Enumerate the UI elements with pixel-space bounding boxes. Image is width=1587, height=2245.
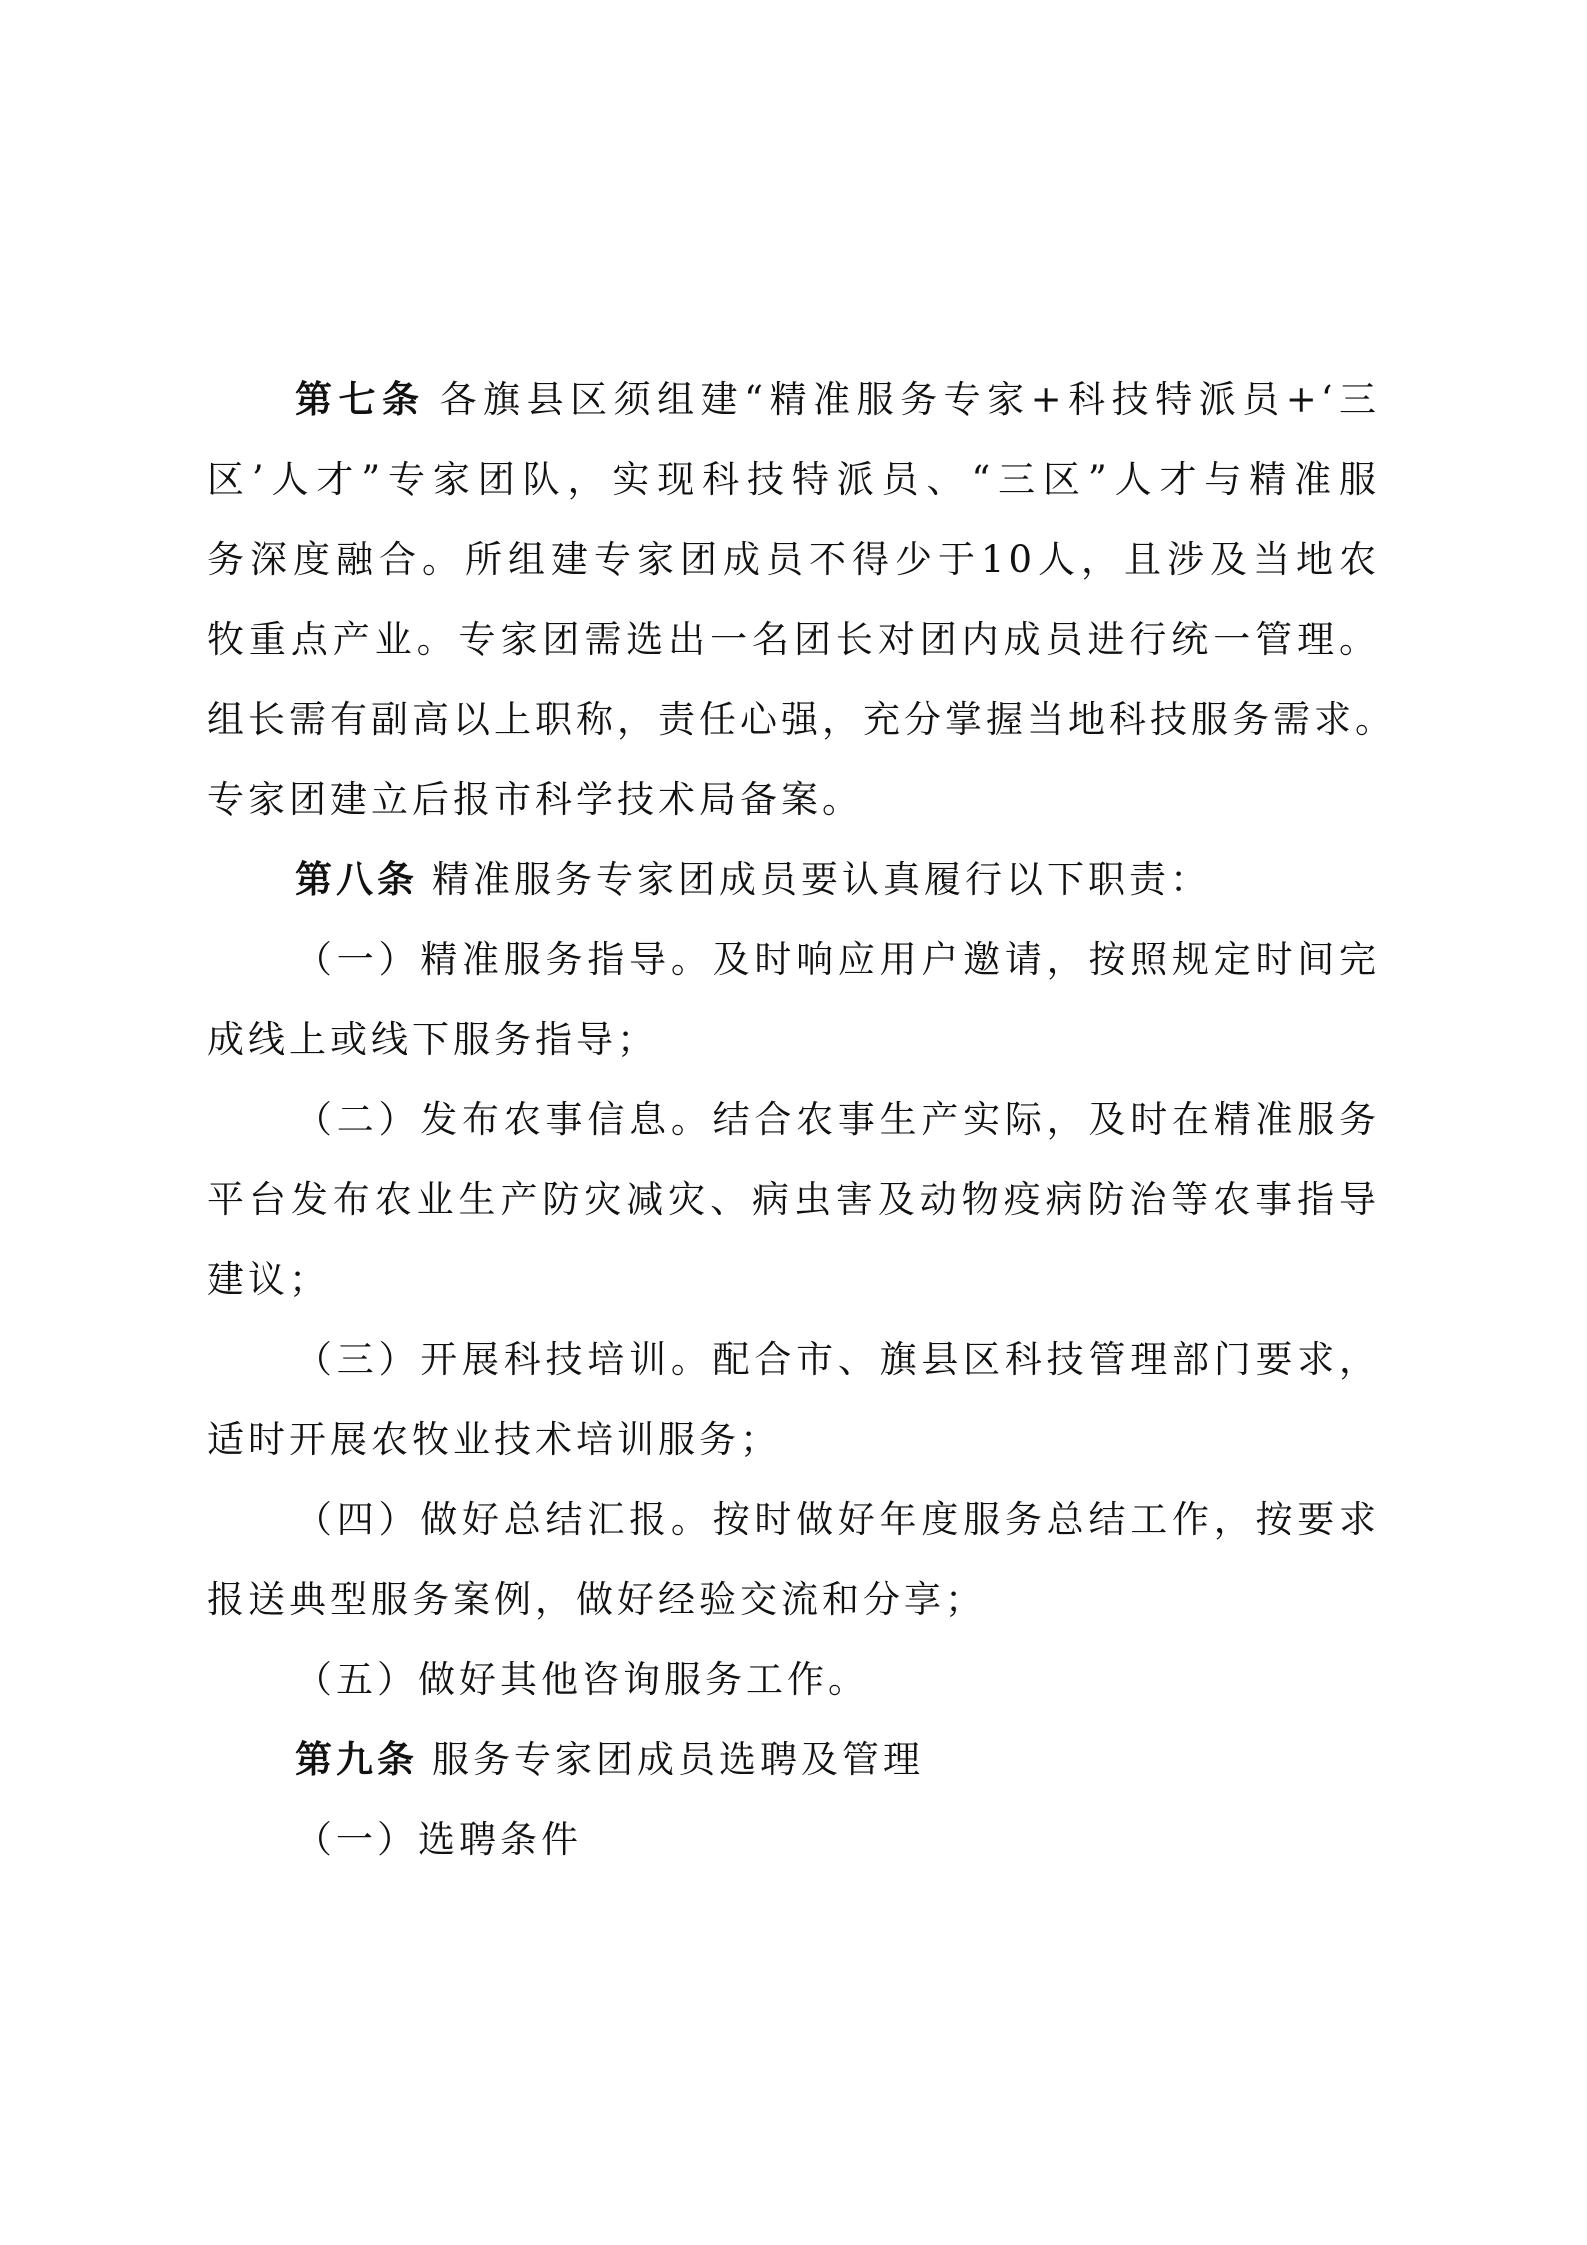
article-7-line-1: [207, 360, 1380, 440]
article-8-item-5-line-1: （五）做好其他咨询服务工作。: [295, 1658, 869, 1701]
article-9-text: 服务专家团成员选聘及管理: [432, 1738, 924, 1781]
article-7-line-5: 组长需有副高以上职称，责任心强，充分掌握当地科技服务需求。: [207, 698, 1396, 741]
article-8-item-1-line-1: （一）精准服务指导。及时响应用户邀请，按照规定时间完: [295, 938, 1380, 981]
article-9-heading: [207, 1720, 1380, 1800]
article-7-label: 第七条: [295, 378, 426, 421]
article-7-text: 各旗县区须组建“精准服务专家+科技特派员+‘三: [439, 378, 1380, 421]
article-7-line-3: 务深度融合。所组建专家团成员不得少于10人，且涉及当地农: [207, 538, 1380, 581]
article-8-label: 第八条: [295, 858, 418, 901]
article-8-heading: [207, 840, 1380, 920]
article-8-item-2-line-2: 平台发布农业生产防灾减灾、病虫害及动物疫病防治等农事指导: [207, 1178, 1380, 1221]
article-8-item-4-line-2: 报送典型服务案例，做好经验交流和分享；: [207, 1578, 986, 1621]
article-8-item-2-line-1: （二）发布农事信息。结合农事生产实际，及时在精准服务: [295, 1098, 1380, 1141]
article-8-item-4-line-1: （四）做好总结汇报。按时做好年度服务总结工作，按要求: [295, 1498, 1380, 1541]
article-7-line-6: 专家团建立后报市科学技术局备案。: [207, 778, 863, 821]
article-8-item-1-line-2: 成线上或线下服务指导；: [207, 1018, 658, 1061]
article-7-line-2: 区’人才”专家团队，实现科技特派员、“三区”人才与精准服: [207, 458, 1380, 501]
article-8-item-3-line-1: （三）开展科技培训。配合市、旗县区科技管理部门要求，: [295, 1338, 1380, 1381]
article-9-label: 第九条: [295, 1738, 418, 1781]
article-8-item-2-line-3: 建议；: [207, 1258, 330, 1301]
article-7-line-4: 牧重点产业。专家团需选出一名团长对团内成员进行统一管理。: [207, 618, 1380, 661]
article-9-item-1-line-1: （一）选聘条件: [295, 1818, 582, 1861]
article-8-text: 精准服务专家团成员要认真履行以下职责：: [432, 858, 1211, 901]
article-8-item-3-line-2: 适时开展农牧业技术培训服务；: [207, 1418, 781, 1461]
